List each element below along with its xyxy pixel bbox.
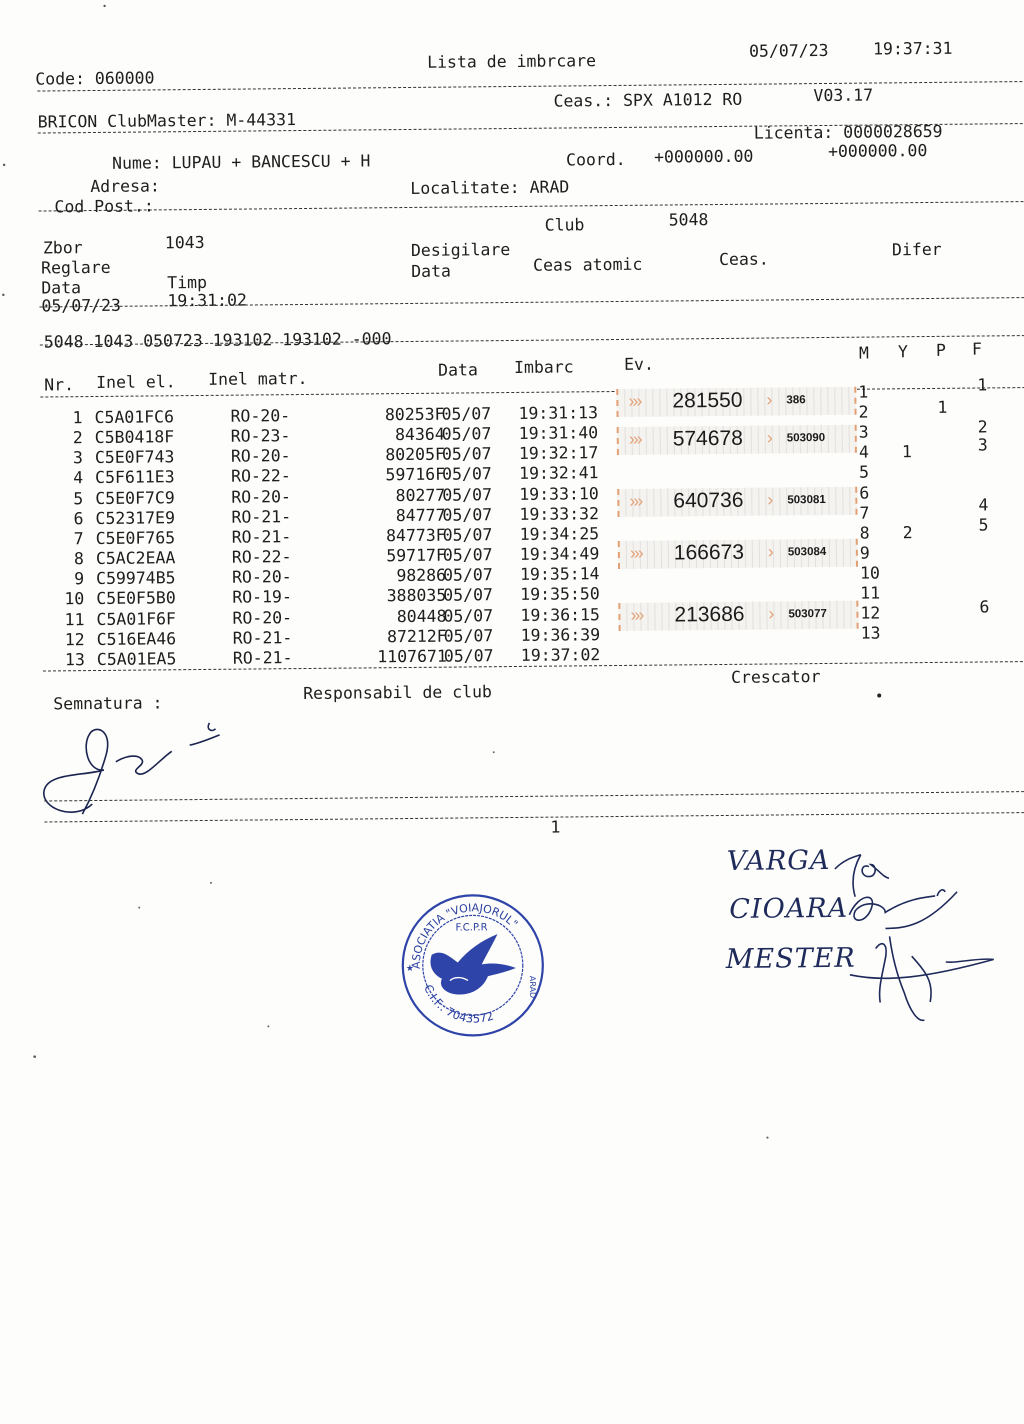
ring-prefix: RO-21- [232, 527, 292, 547]
row-number: 13 [47, 650, 85, 669]
signature-label: Semnatura : [53, 695, 162, 713]
electronic-ring: C5B0418F [95, 427, 175, 447]
club-label: Club [545, 217, 585, 234]
arrival-time: 19:34:49 [520, 544, 600, 564]
arrival-time: 19:35:50 [520, 585, 600, 605]
stamp-right-text: ARAD [528, 976, 537, 998]
ring-number: 59717F [316, 546, 446, 566]
reglare-date: 05/07/23 [41, 298, 121, 315]
flight-value: 1043 [165, 235, 205, 252]
f-value: 3 [978, 435, 988, 454]
arrival-time: 19:36:39 [521, 625, 601, 645]
arrival-date: 05/07 [442, 485, 492, 504]
reglare-label: Reglare [41, 260, 111, 277]
ring-number: 80277 [315, 485, 445, 505]
ring-prefix: RO-20- [231, 446, 291, 466]
sticker-code: 503084 [788, 546, 826, 558]
f-value: 1 [977, 375, 987, 394]
ring-number: 59716F [315, 465, 445, 485]
f-value: 6 [979, 597, 989, 616]
row-number: 2 [45, 428, 83, 447]
ring-number: 388035 [316, 586, 446, 606]
clock-version: V03.17 [813, 88, 873, 105]
ring-prefix: RO-19- [232, 587, 292, 607]
page-number: 1 [550, 820, 560, 837]
sticker-number: 640736 [673, 489, 743, 514]
reglare-time: 19:31:02 [167, 293, 247, 310]
ring-number: 1107671 [317, 646, 447, 666]
row-number: 8 [46, 549, 84, 568]
arrival-date: 05/07 [443, 606, 493, 625]
sticker-pattern: ››› [630, 542, 670, 566]
ring-number: 80253F [314, 405, 444, 425]
row-number: 7 [46, 529, 84, 548]
m-value: 7 [859, 503, 869, 522]
ring-prefix: RO-22- [232, 547, 292, 567]
fancier-name: Nume: LUPAU + BANCESCU + H [112, 153, 370, 172]
electronic-ring: C5E0F765 [96, 528, 176, 548]
stamp-star-left: ★ [406, 964, 414, 974]
sticker-pattern: › [767, 427, 807, 451]
col-header-nr: Nr. [44, 377, 74, 394]
electronic-ring: C5E0F743 [95, 448, 175, 468]
clubmaster-id: BRICON ClubMaster: M-44331 [38, 112, 296, 131]
stamp-bottom-text: C.I.F.: 7043572 [421, 982, 495, 1026]
arrival-date: 05/07 [443, 565, 493, 584]
flight-label: Zbor [43, 240, 83, 257]
sticker-pattern: ››› [628, 391, 668, 415]
arrival-date: 05/07 [443, 525, 493, 544]
m-value: 10 [860, 563, 880, 582]
col-header-imbarc: Imbarc [514, 359, 574, 376]
sticker-pattern: › [766, 389, 806, 413]
sticker-code: 386 [786, 394, 805, 406]
ring-prefix: RO-20- [230, 406, 290, 426]
electronic-ring: C5E0F5B0 [96, 589, 176, 609]
sticker-code: 503081 [787, 494, 825, 506]
row-number: 5 [45, 489, 83, 508]
sticker-pattern: ››› [630, 604, 670, 628]
sticker-pattern: › [768, 541, 808, 565]
electronic-ring: C5A01FC6 [94, 407, 174, 427]
col-header-p: P [936, 343, 946, 360]
f-value: 4 [978, 495, 988, 514]
ring-number: 84777 [315, 505, 445, 525]
m-value: 3 [859, 423, 869, 442]
p-value: 1 [937, 398, 947, 417]
m-value: 11 [860, 583, 880, 602]
arrival-date: 05/07 [442, 505, 492, 524]
row-number: 3 [45, 448, 83, 467]
electronic-ring: C5F611E3 [95, 468, 175, 488]
locality: Localitate: ARAD [410, 179, 569, 197]
stamp-top-text: ASOCIATIA "VOIAJORUL" [409, 901, 521, 969]
sticker-pattern: ››› [629, 428, 669, 452]
stamp-inner-text: F.C.P.R [455, 922, 487, 933]
data-label: Data [41, 280, 81, 297]
f-value: 2 [978, 417, 988, 436]
arrival-time: 19:33:10 [519, 484, 599, 504]
row-number: 9 [46, 569, 84, 588]
ring-prefix: RO-20- [231, 487, 291, 507]
ring-prefix: RO-20- [232, 608, 292, 628]
coord-value-1: +000000.00 [654, 149, 753, 166]
arrival-date: 05/07 [444, 646, 494, 665]
electronic-ring: C5A01EA5 [97, 649, 177, 669]
col-header-data: Data [438, 362, 478, 379]
col-header-inel-matr: Inel matr. [208, 371, 307, 388]
electronic-ring: C52317E9 [95, 508, 175, 528]
breeder-label: Crescator [731, 669, 821, 686]
sticker-pattern: › [767, 489, 807, 513]
arrival-time: 19:37:02 [521, 645, 601, 665]
col-header-inel-el: Inel el. [96, 374, 176, 391]
timp-label: Timp [167, 275, 207, 292]
row-number: 4 [45, 469, 83, 488]
row-number: 10 [46, 589, 84, 608]
arrival-time: 19:31:13 [518, 403, 598, 423]
code-label: Code: 060000 [35, 70, 154, 88]
m-value: 6 [859, 483, 869, 502]
header-date: 05/07/23 [749, 43, 829, 60]
sticker-pattern: › [768, 603, 808, 627]
col-header-ev: Ev. [624, 357, 654, 374]
arrival-date: 05/07 [443, 545, 493, 564]
sticker-code: 503090 [787, 432, 825, 444]
arrival-date: 05/07 [442, 465, 492, 484]
ring-number: 87212F [317, 626, 447, 646]
desigilare-data-label: Data [411, 264, 451, 281]
header-time: 19:37:31 [873, 41, 953, 58]
y-value: 1 [902, 442, 912, 461]
m-value: 8 [860, 523, 870, 542]
handwritten-name-1: VARGA [727, 845, 831, 877]
ring-number: 84364 [315, 425, 445, 445]
row-number: 11 [46, 610, 84, 629]
electronic-ring: C5E0F7C9 [95, 488, 175, 508]
coord-value-2: +000000.00 [828, 143, 927, 160]
arrival-time: 19:36:15 [520, 605, 600, 625]
arrival-time: 19:32:41 [519, 464, 599, 484]
sticker-pattern: ››› [629, 490, 669, 514]
ring-number: 84773F [316, 526, 446, 546]
ring-prefix: RO-21- [231, 507, 291, 527]
ring-prefix: RO-21- [233, 628, 293, 648]
ring-number: 98286 [316, 566, 446, 586]
handwritten-name-2: CIOARA [729, 893, 848, 925]
arrival-date: 05/07 [442, 424, 492, 443]
sticker-code: 503077 [788, 608, 826, 620]
ring-prefix: RO-21- [233, 648, 293, 668]
flight-summary-line: 5048 1043 050723 193102 193102 -000 [44, 331, 392, 351]
document-title: Lista de imbrcare [427, 53, 596, 71]
row-number: 1 [44, 408, 82, 427]
atomic-clock-label: Ceas atomic [533, 257, 642, 275]
ring-prefix: RO-20- [232, 567, 292, 587]
handwritten-name-3: MESTER [726, 943, 856, 975]
clock-label: Ceas. [719, 252, 769, 269]
arrival-date: 05/07 [444, 626, 494, 645]
sticker-number: 166673 [674, 541, 744, 566]
arrival-date: 05/07 [442, 444, 492, 463]
arrival-time: 19:33:32 [519, 504, 599, 524]
coord-label: Coord. [566, 152, 626, 169]
m-value: 12 [860, 604, 880, 623]
col-header-f: F [972, 341, 982, 358]
arrival-time: 19:34:25 [520, 524, 600, 544]
desigilare-label: Desigilare [411, 242, 510, 259]
address-label: Adresa: [90, 178, 160, 195]
difference-label: Difer [892, 242, 942, 259]
electronic-ring: C59974B5 [96, 568, 176, 588]
row-number: 6 [45, 509, 83, 528]
clock-model: Ceas.: SPX A1012 RO [553, 92, 742, 110]
ring-number: 80205F [315, 445, 445, 465]
row-number: 12 [47, 630, 85, 649]
electronic-ring: C5A01F6F [96, 609, 176, 629]
col-header-y: Y [898, 344, 908, 361]
y-value: 2 [903, 523, 913, 542]
arrival-time: 19:31:40 [519, 423, 599, 443]
sticker-number: 574678 [673, 427, 743, 452]
m-value: 13 [861, 624, 881, 643]
m-value: 4 [859, 443, 869, 462]
m-value: 5 [859, 463, 869, 482]
electronic-ring: C5AC2EAA [96, 548, 176, 568]
arrival-time: 19:35:14 [520, 564, 600, 584]
arrival-date: 05/07 [443, 586, 493, 605]
sticker-number: 213686 [674, 603, 744, 628]
m-value: 1 [858, 383, 868, 402]
m-value: 2 [858, 403, 868, 422]
electronic-ring: C516EA46 [97, 629, 177, 649]
licence-number: Licenta: 0000028659 [754, 124, 943, 142]
sticker-number: 281550 [672, 389, 742, 414]
postal-code-label: Cod Post.: [54, 198, 153, 215]
arrival-date: 05/07 [441, 404, 491, 423]
arrival-time: 19:32:17 [519, 443, 599, 463]
ring-prefix: RO-22- [231, 467, 291, 487]
ring-number: 80448 [316, 606, 446, 626]
f-value: 5 [979, 515, 989, 534]
club-responsible-label: Responsabil de club [303, 684, 492, 702]
m-value: 9 [860, 543, 870, 562]
club-value: 5048 [669, 212, 709, 229]
ring-prefix: RO-23- [231, 426, 291, 446]
col-header-m: M [859, 346, 869, 363]
